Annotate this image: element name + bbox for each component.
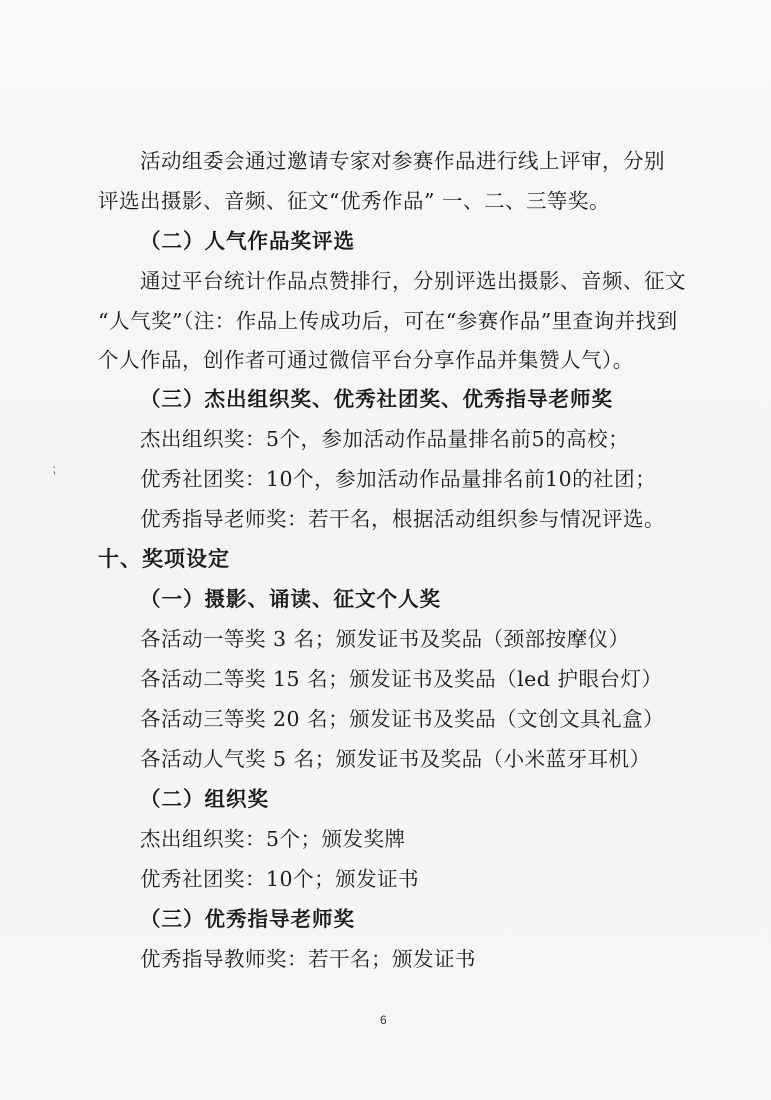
individual-award-third-prize: 各活动三等奖 20 名；颁发证书及奖品（文创文具礼盒） [140, 707, 665, 731]
section-heading-organization-awards: （三）杰出组织奖、优秀社团奖、优秀指导老师奖 [140, 387, 613, 411]
section-heading-popular-award: （二）人气作品奖评选 [140, 229, 355, 253]
scan-speck: ⁏ [52, 462, 57, 476]
paragraph-review-line2: 评选出摄影、音频、征文“优秀作品” 一、二、三等奖。 [98, 189, 610, 213]
subheading-organization-awards: （二）组织奖 [140, 787, 269, 811]
advisor-award-item: 优秀指导老师奖：若干名，根据活动组织参与情况评选。 [140, 507, 665, 531]
individual-award-first-prize: 各活动一等奖 3 名；颁发证书及奖品（颈部按摩仪） [140, 627, 630, 651]
individual-award-second-prize: 各活动二等奖 15 名；颁发证书及奖品（led 护眼台灯） [140, 667, 663, 691]
subheading-advisor-awards: （三）优秀指导老师奖 [140, 907, 355, 931]
page-number: 6 [380, 1013, 387, 1027]
individual-award-popular-prize: 各活动人气奖 5 名；颁发证书及奖品（小米蓝牙耳机） [140, 747, 651, 771]
paragraph-popular-line2: “人气奖”（注：作品上传成功后，可在“参赛作品”里查询并找到 [98, 309, 678, 333]
advisor-award-certificate: 优秀指导教师奖：若干名；颁发证书 [140, 947, 476, 971]
subheading-individual-awards: （一）摄影、诵读、征文个人奖 [140, 587, 441, 611]
chapter-heading-awards-setting: 十、奖项设定 [98, 547, 230, 571]
club-award-item: 优秀社团奖：10个，参加活动作品量排名前10的社团； [140, 467, 657, 491]
paragraph-popular-line1: 通过平台统计作品点赞排行，分别评选出摄影、音频、征文 [140, 269, 686, 293]
organization-award-plaque: 杰出组织奖：5个；颁发奖牌 [140, 827, 406, 851]
paragraph-review-line1: 活动组委会通过邀请专家对参赛作品进行线上评审，分别 [140, 149, 665, 173]
organization-award-item: 杰出组织奖：5个，参加活动作品量排名前5的高校； [140, 427, 630, 451]
club-award-certificate: 优秀社团奖：10个；颁发证书 [140, 867, 420, 891]
paragraph-popular-line3: 个人作品，创作者可通过微信平台分享作品并集赞人气）。 [98, 348, 634, 372]
